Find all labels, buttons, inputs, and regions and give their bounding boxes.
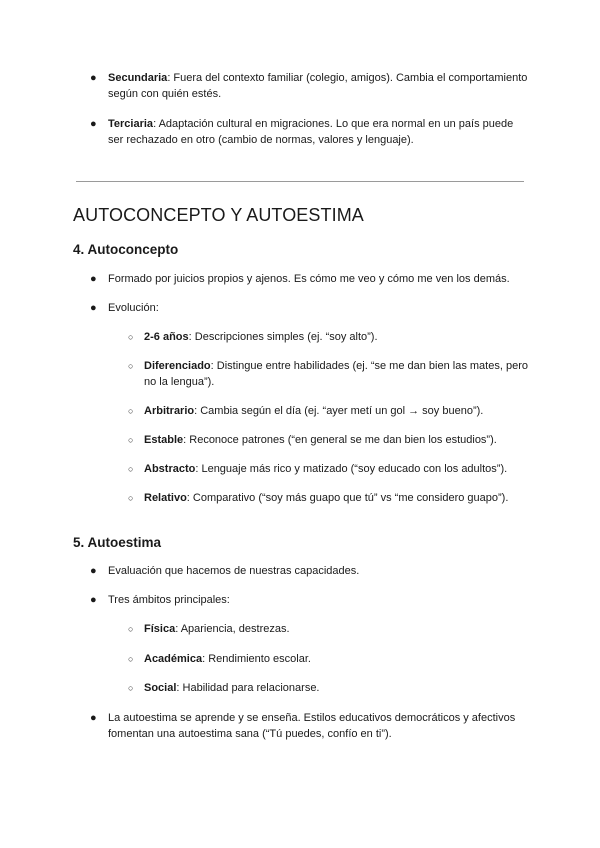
list-item-text: La autoestima se aprende y se enseña. Estilos educativos democráticos y afectivos fomentan una autoestima sana (“Tú puedes, confío en ti”). (108, 712, 516, 740)
term: Física (144, 623, 176, 635)
term: Social (144, 682, 177, 694)
description: : Comparativo (“soy más guapo que tú” vs “me considero guapo”). (186, 492, 509, 504)
description: : Lenguaje más rico y matizado (“soy educado con los adultos”). (195, 463, 508, 475)
list-item-text (144, 621, 528, 637)
term: Relativo (144, 492, 187, 504)
list-item-text (144, 358, 528, 390)
bullet-icon: ● (90, 72, 97, 84)
circle-bullet-icon: ○ (128, 406, 134, 416)
circle-bullet-icon: ○ (128, 493, 134, 503)
list-item (90, 710, 530, 742)
list-item-text (144, 403, 528, 419)
circle-bullet-icon: ○ (128, 435, 134, 445)
term: Terciaria (108, 118, 154, 130)
circle-bullet-icon: ○ (128, 464, 134, 474)
description: : Rendimiento escolar. (202, 653, 311, 665)
sub-list-item (128, 403, 528, 419)
term: Académica (144, 653, 203, 665)
description: : Reconoce patrones (“en general se me dan bien los estudios”). (183, 434, 497, 446)
section-title: AUTOCONCEPTO Y AUTOESTIMA (73, 205, 364, 225)
bullet-icon: ● (90, 565, 97, 577)
list-item-text (144, 490, 528, 506)
description: : Fuera del contexto familiar (colegio, amigos). Cambia el comportamiento según con quién estés. (108, 72, 528, 100)
description: : Adaptación cultural en migraciones. Lo que era normal en un país puede ser rechazado en otro (cambio de normas, valores y lenguaje). (108, 118, 514, 146)
description: : Descripciones simples (ej. “soy alto”). (188, 331, 378, 343)
list-item-text (144, 651, 528, 667)
sub-list-item (128, 329, 528, 345)
sub-list-item (128, 651, 528, 667)
term: Estable (144, 434, 184, 446)
circle-bullet-icon: ○ (128, 624, 134, 634)
list-item (90, 116, 530, 148)
horizontal-rule (76, 181, 524, 182)
list-item (90, 300, 530, 316)
term: 2-6 años (144, 331, 189, 343)
sub-list-item (128, 358, 528, 390)
list-item-text (144, 680, 528, 696)
circle-bullet-icon: ○ (128, 361, 134, 371)
description: : Cambia según el día (ej. “ayer metí un gol → soy bueno”). (194, 405, 484, 417)
description: : Habilidad para relacionarse. (176, 682, 320, 694)
list-item-text (144, 329, 528, 345)
list-item (90, 563, 530, 579)
list-item-text: Evolución: (108, 302, 159, 314)
sub-list-item (128, 621, 528, 637)
circle-bullet-icon: ○ (128, 332, 134, 342)
bullet-icon: ● (90, 302, 97, 314)
term: Arbitrario (144, 405, 195, 417)
bullet-icon: ● (90, 273, 97, 285)
term: Abstracto (144, 463, 196, 475)
list-item-text (144, 461, 528, 477)
circle-bullet-icon: ○ (128, 683, 134, 693)
description: : Apariencia, destrezas. (175, 623, 290, 635)
list-item-text (144, 432, 528, 448)
sub-list-item (128, 490, 528, 506)
heading-autoestima: 5. Autoestima (73, 535, 162, 550)
list-item-text (108, 116, 530, 148)
heading-autoconcepto: 4. Autoconcepto (73, 242, 179, 257)
term: Diferenciado (144, 360, 211, 372)
description: : Distingue entre habilidades (ej. “se me dan bien las mates, pero no la lengua”). (144, 360, 528, 388)
sub-list-item (128, 680, 528, 696)
list-item-text: Formado por juicios propios y ajenos. Es cómo me veo y cómo me ven los demás. (108, 273, 510, 285)
bullet-icon: ● (90, 118, 97, 130)
list-item-text: Tres ámbitos principales: (108, 594, 230, 606)
sub-list-item (128, 432, 528, 448)
circle-bullet-icon: ○ (128, 654, 134, 664)
list-item (90, 70, 530, 102)
list-item (90, 592, 530, 608)
bullet-icon: ● (90, 712, 97, 724)
list-item (90, 271, 530, 287)
sub-list-item (128, 461, 528, 477)
list-item-text (108, 70, 530, 102)
list-item-text: Evaluación que hacemos de nuestras capacidades. (108, 565, 360, 577)
bullet-icon: ● (90, 594, 97, 606)
term: Secundaria (108, 72, 168, 84)
